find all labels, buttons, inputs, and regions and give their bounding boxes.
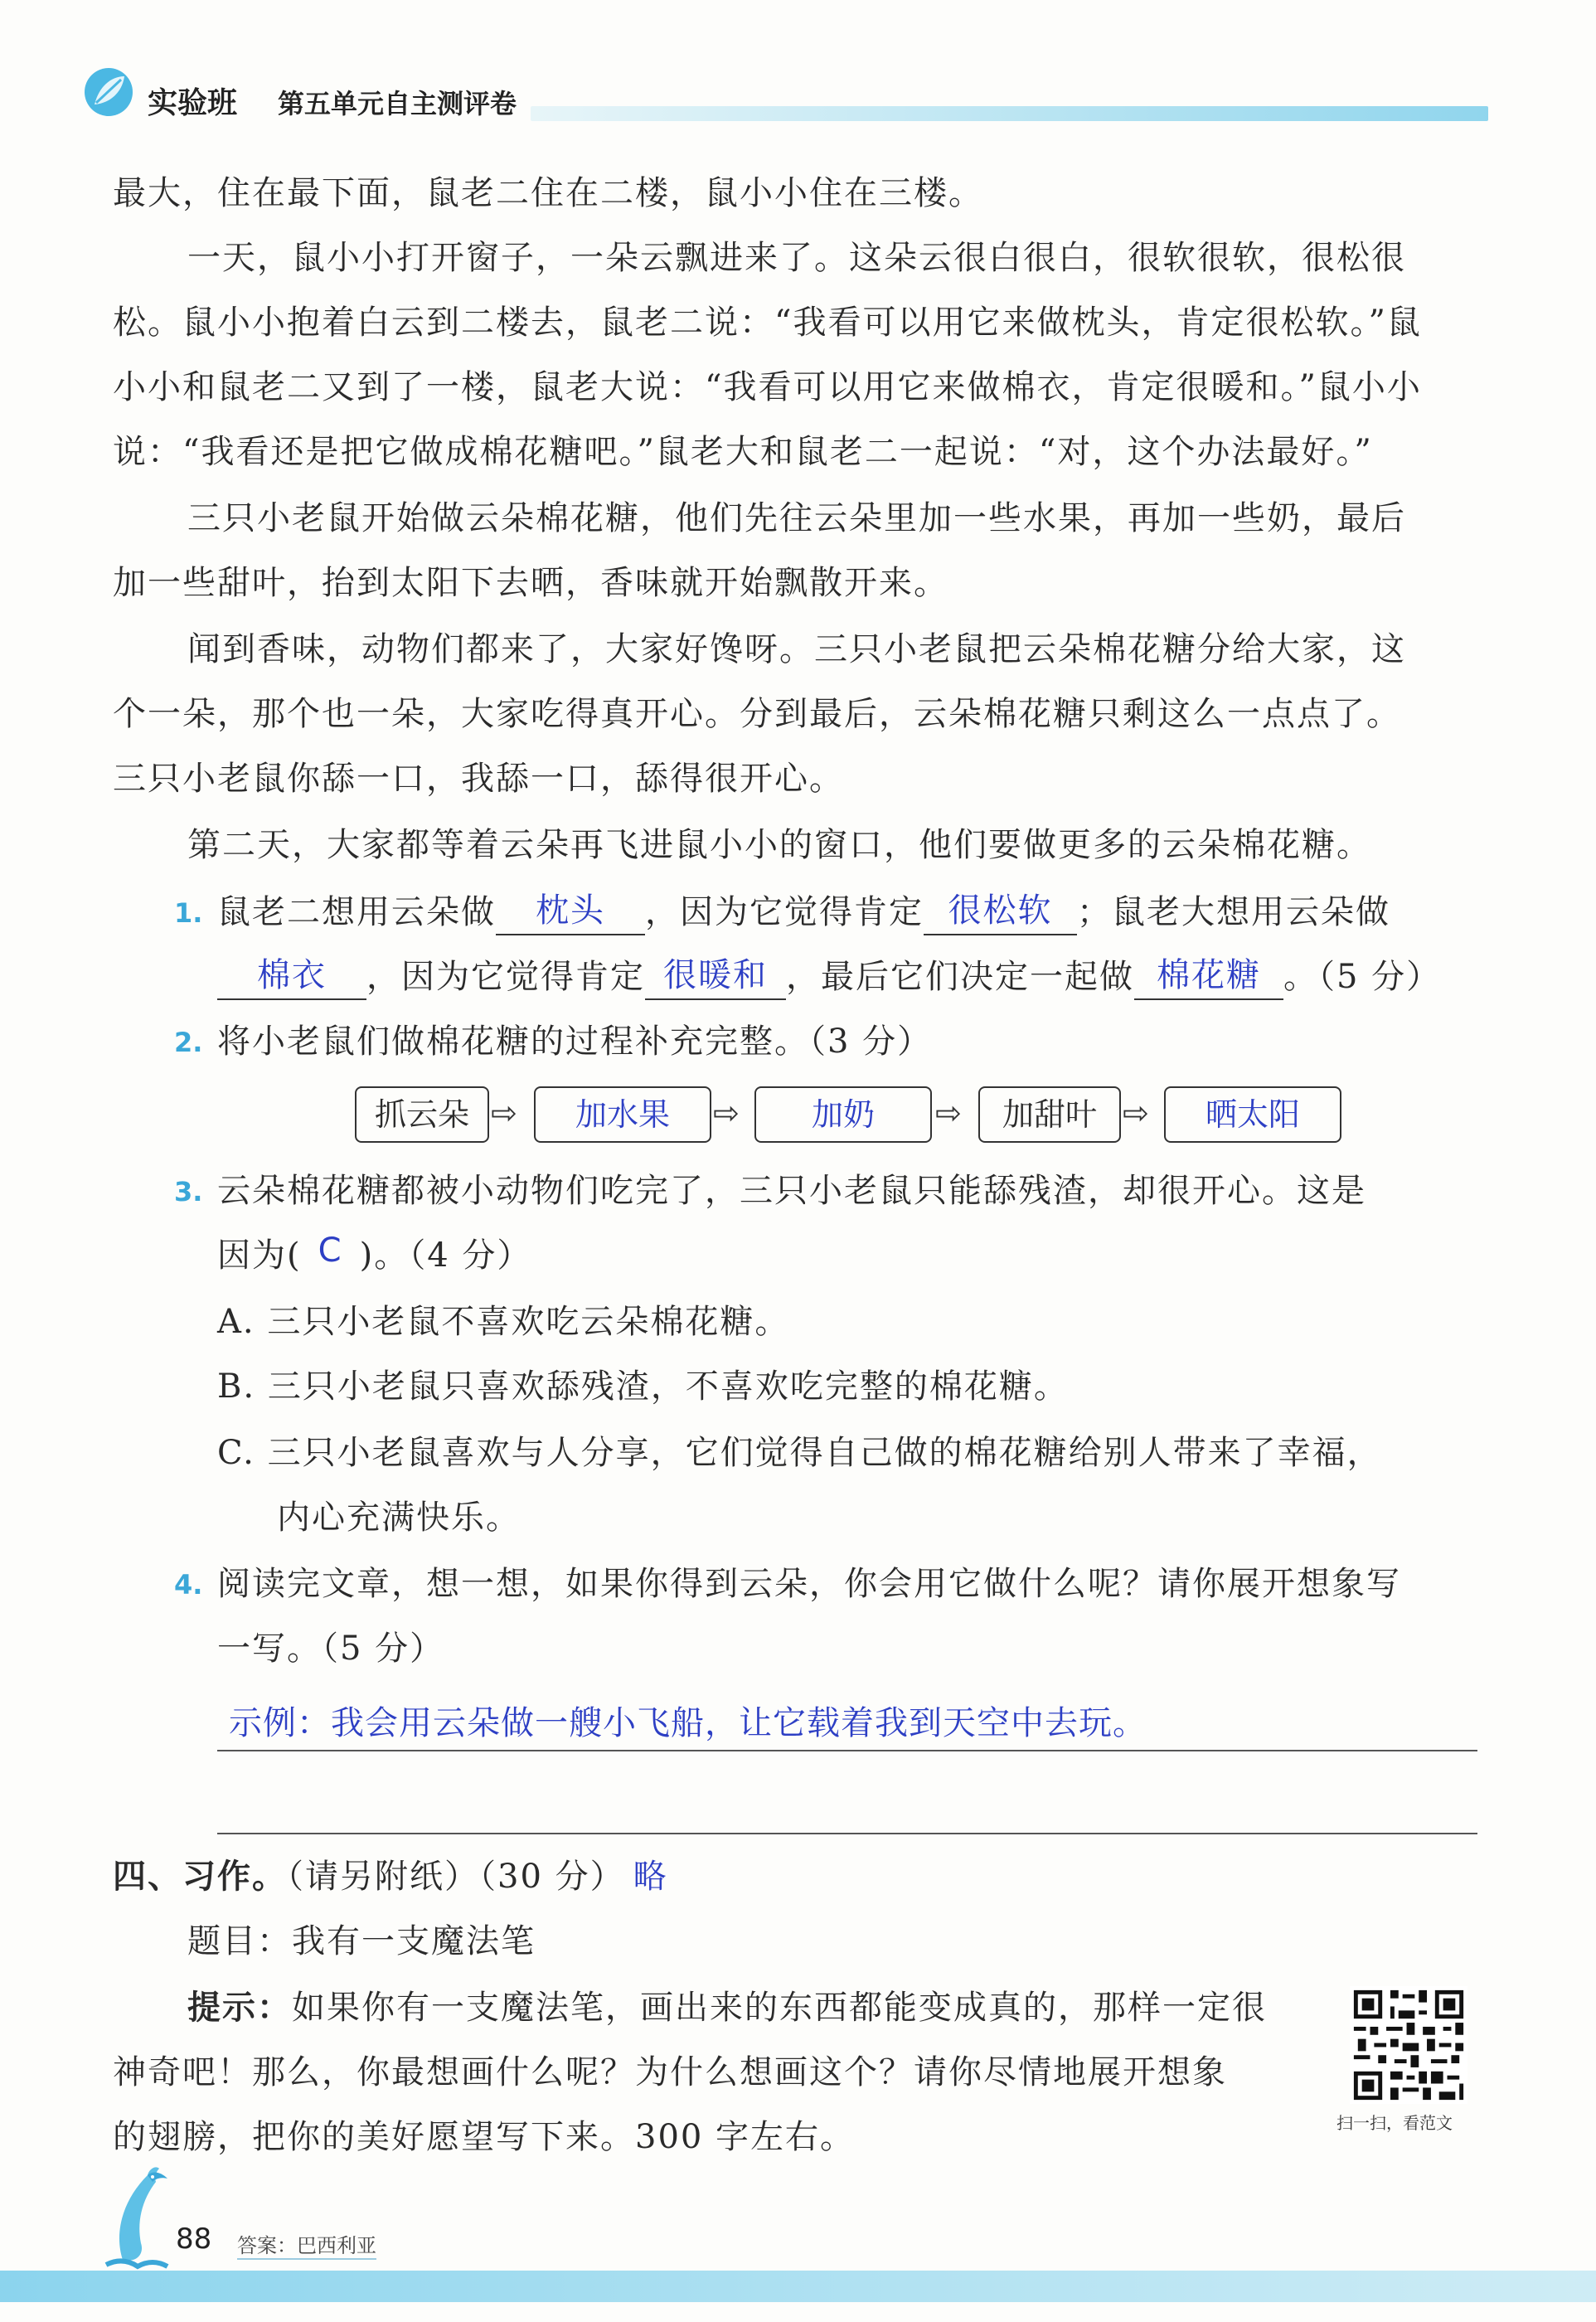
answer-line: [217, 1750, 1477, 1751]
question-4-answer[interactable]: 示例：我会用云朵做一艘小飞船，让它载着我到天空中去玩。: [229, 1704, 1147, 1742]
leaf-logo-icon: [83, 66, 134, 118]
process-step-box: 加奶: [754, 1086, 932, 1143]
passage-line: 三只小老鼠你舔一口，我舔一口，舔得很开心。: [113, 760, 844, 798]
question-2-text: 将小老鼠们做棉花糖的过程补充完整。（3 分）: [217, 1023, 933, 1061]
option-c: C. 三只小老鼠喜欢与人分享，它们觉得自己做的棉花糖给别人带来了幸福，: [217, 1434, 1382, 1472]
question-4-line-1: 阅读完文章，想一想，如果你得到云朵，你会用它做什么呢？请你展开想象写: [217, 1565, 1401, 1603]
answer-blank[interactable]: 很暖和: [645, 957, 786, 1000]
option-b: B. 三只小老鼠只喜欢舔残渣，不喜欢吃完整的棉花糖。: [217, 1367, 1069, 1406]
qr-code-icon[interactable]: [1350, 1986, 1467, 2104]
dolphin-icon: [98, 2160, 174, 2272]
answer-blank[interactable]: 很松软: [924, 892, 1077, 935]
answer-blank[interactable]: 枕头: [496, 892, 645, 935]
footer-answer: 答案：巴西利亚: [237, 2229, 376, 2260]
writing-hint-line-3: 的翅膀，把你的美好愿望写下来。300 字左右。: [113, 2118, 856, 2156]
passage-line: 最大，住在最下面，鼠老二住在二楼，鼠小小住在三楼。: [113, 174, 983, 212]
right-arrow-icon: ⇨: [935, 1095, 962, 1131]
footer-decor-bar: [0, 2271, 1596, 2302]
passage-line: 一天，鼠小小打开窗子，一朵云飘进来了。这朵云很白很白，很软很软，很松很: [187, 239, 1406, 277]
passage-line: 三只小老鼠开始做云朵棉花糖，他们先往云朵里加一些水果，再加一些奶，最后: [187, 499, 1406, 537]
answer-blank[interactable]: 棉衣: [217, 957, 366, 1000]
right-arrow-icon: ⇨: [713, 1095, 740, 1131]
passage-line: 第二天，大家都等着云朵再飞进鼠小小的窗口，他们要做更多的云朵棉花糖。: [187, 826, 1371, 864]
writing-hint-line-1: 提示：如果你有一支魔法笔，画出来的东西都能变成真的，那样一定很: [187, 1989, 1267, 2027]
question-3-line-1: 云朵棉花糖都被小动物们吃完了，三只小老鼠只能舔残渣，却很开心。这是: [217, 1172, 1366, 1210]
option-c-cont: 内心充满快乐。: [277, 1499, 521, 1537]
choice-answer[interactable]: C: [318, 1231, 343, 1270]
brand-label: 实验班: [148, 86, 238, 120]
question-number: 2.: [174, 1027, 203, 1058]
process-step-box: 晒太阳: [1164, 1086, 1341, 1143]
question-3-line-2: 因为( C )。（4 分）: [217, 1232, 1585, 1279]
passage-line: 加一些甜叶，抬到太阳下去晒，香味就开始飘散开来。: [113, 564, 948, 602]
passage-line: 说：“我看还是把它做成棉花糖吧。”鼠老大和鼠老二一起说：“对，这个办法最好。”: [113, 433, 1373, 471]
passage-line: 松。鼠小小抱着白云到二楼去，鼠老二说：“我看可以用它来做枕头，肯定很松软。”鼠: [113, 304, 1422, 342]
process-step-box: 加甜叶: [978, 1086, 1121, 1143]
page-title: 第五单元自主测评卷: [278, 88, 517, 119]
process-step-box: 加水果: [534, 1086, 711, 1143]
passage-line: 小小和鼠老二又到了一楼，鼠老大说：“我看可以用它来做棉衣，肯定很暖和。”鼠小小: [113, 368, 1422, 406]
passage-line: 个一朵，那个也一朵，大家吃得真开心。分到最后，云朵棉花糖只剩这么一点点了。: [113, 695, 1401, 733]
question-number: 4.: [174, 1569, 203, 1601]
writing-topic: 题目：我有一支魔法笔: [187, 1922, 536, 1960]
page-number: 88: [176, 2222, 212, 2256]
option-a: A. 三只小老鼠不喜欢吃云朵棉花糖。: [217, 1303, 790, 1341]
writing-hint-line-2: 神奇吧！那么，你最想画什么呢？为什么想画这个？请你尽情地展开想象: [113, 2053, 1227, 2091]
process-step-box: 抓云朵: [355, 1086, 489, 1143]
question-4-line-2: 一写。（5 分）: [217, 1630, 445, 1668]
question-number: 3.: [174, 1176, 203, 1207]
right-arrow-icon: ⇨: [1123, 1095, 1149, 1131]
question-1-line-2: 棉衣 ，因为它觉得肯定 很暖和 ，最后它们决定一起做 棉花糖 。（5 分）: [217, 954, 1585, 1000]
answer-line: [217, 1833, 1477, 1834]
question-number: 1.: [174, 897, 203, 929]
right-arrow-icon: ⇨: [491, 1095, 517, 1131]
question-1-line-1: 鼠老二想用云朵做 枕头 ，因为它觉得肯定 很松软 ；鼠老大想用云朵做: [217, 889, 1585, 935]
passage-line: 闻到香味，动物们都来了，大家好馋呀。三只小老鼠把云朵棉花糖分给大家，这: [187, 630, 1406, 668]
answer-blank[interactable]: 棉花糖: [1134, 957, 1283, 1000]
qr-caption: 扫一扫，看范文: [1336, 2113, 1453, 2133]
header-decor-bar: [531, 106, 1488, 121]
section-4-heading: 四、习作。（请另附纸）（30 分） 略: [113, 1858, 668, 1896]
